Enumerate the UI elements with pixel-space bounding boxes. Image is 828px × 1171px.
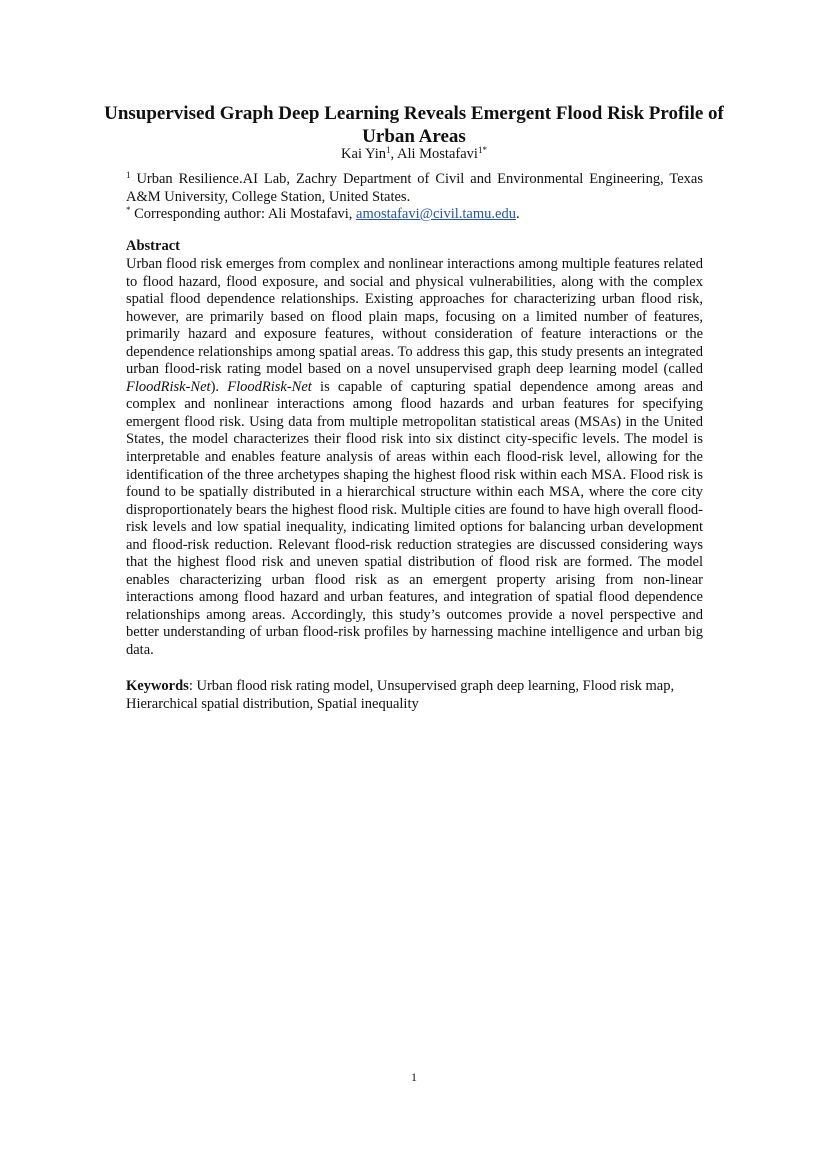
abstract-text: Urban flood risk emerges from complex and nonlinear interactions among multiple features related to flood hazard, flood exposure, and social and physical vulnerabilities, along with the complex spatial flood dependence relationships. Existing approaches for characterizing urban flood risk, however, are primarily based on flood plain maps, focusing on a limited number of features, primarily hazard and exposure features, without consideration of feature interactions or the dependence relationships among spatial areas. To address this gap, this study presents an integrated urban flood-risk rating model based on a novel unsupervised graph deep learning model (called — [126, 256, 703, 378]
abstract-heading: Abstract — [126, 238, 180, 254]
corresponding-author-entry — [126, 206, 703, 224]
author-affiliation-mark: 1* — [477, 145, 487, 155]
abstract-text: ). — [210, 378, 228, 395]
author-line — [100, 146, 728, 163]
author-separator: , — [390, 146, 397, 162]
abstract-text: is capable of capturing spatial dependence among areas and complex and nonlinear interactions among flood hazards and urban features for specifying emergent flood risk. Using data from multiple metropolitan statistical areas (MSAs) in the United States, the model characterizes their flood risk into six distinct city-specific levels. The model is interpretable and enables feature analysis of areas within each flood-risk level, allowing for the identification of the three archetypes shaping the highest flood risk within each MSA. Flood risk is found to be spatially distributed in a hierarchical structure within each MSA, where the core city disproportionately bears the highest flood risk. Multiple cities are found to have high overall flood-risk levels and low spatial inequality, indicating limited options for balancing urban development and flood-risk reduction. Relevant flood-risk reduction strategies are discussed considering ways that the highest flood risk and uneven spatial distribution of flood risk are formed. The model enables characterizing urban flood risk as an emergent property arising from non-linear interactions among flood hazard and urban features, and integration of spatial flood dependence relationships among areas. Accordingly, this study’s outcomes provide a novel perspective and better understanding of urban flood-risk profiles by harnessing machine intelligence and urban big data. — [126, 378, 703, 659]
page-number: 1 — [411, 1070, 417, 1084]
model-name-italic: FloodRisk-Net — [227, 378, 312, 395]
author-name: Ali Mostafavi — [396, 146, 478, 162]
affiliation-entry — [126, 171, 703, 206]
abstract-paragraph — [126, 256, 703, 660]
author-name: Kai Yin — [341, 146, 387, 162]
corresponding-text: Corresponding author: Ali Mostafavi, — [134, 206, 353, 222]
paper-title: Unsupervised Graph Deep Learning Reveals Emergent Flood Risk Profile of Urban Areas — [104, 103, 724, 147]
model-name-italic: FloodRisk-Net — [126, 378, 211, 395]
affiliations — [126, 171, 703, 224]
keywords-line — [126, 678, 703, 713]
corresponding-mark: * — [126, 205, 131, 215]
affiliation-text: Urban Resilience.AI Lab, Zachry Department of Civil and Environmental Engineering, Texas A&M University, College Station, United States. — [126, 171, 703, 205]
keywords — [126, 678, 703, 713]
keywords-label: Keywords — [126, 678, 189, 694]
author-affiliation-mark: 1 — [386, 145, 391, 155]
corresponding-suffix: . — [515, 206, 520, 222]
email-link[interactable]: amostafavi@civil.tamu.edu — [356, 206, 516, 222]
keywords-text: : Urban flood risk rating model, Unsupervised graph deep learning, Flood risk map, Hierarchical spatial distribution, Spatial inequality — [126, 678, 675, 712]
affiliation-mark: 1 — [126, 170, 131, 180]
abstract-body — [126, 256, 703, 660]
